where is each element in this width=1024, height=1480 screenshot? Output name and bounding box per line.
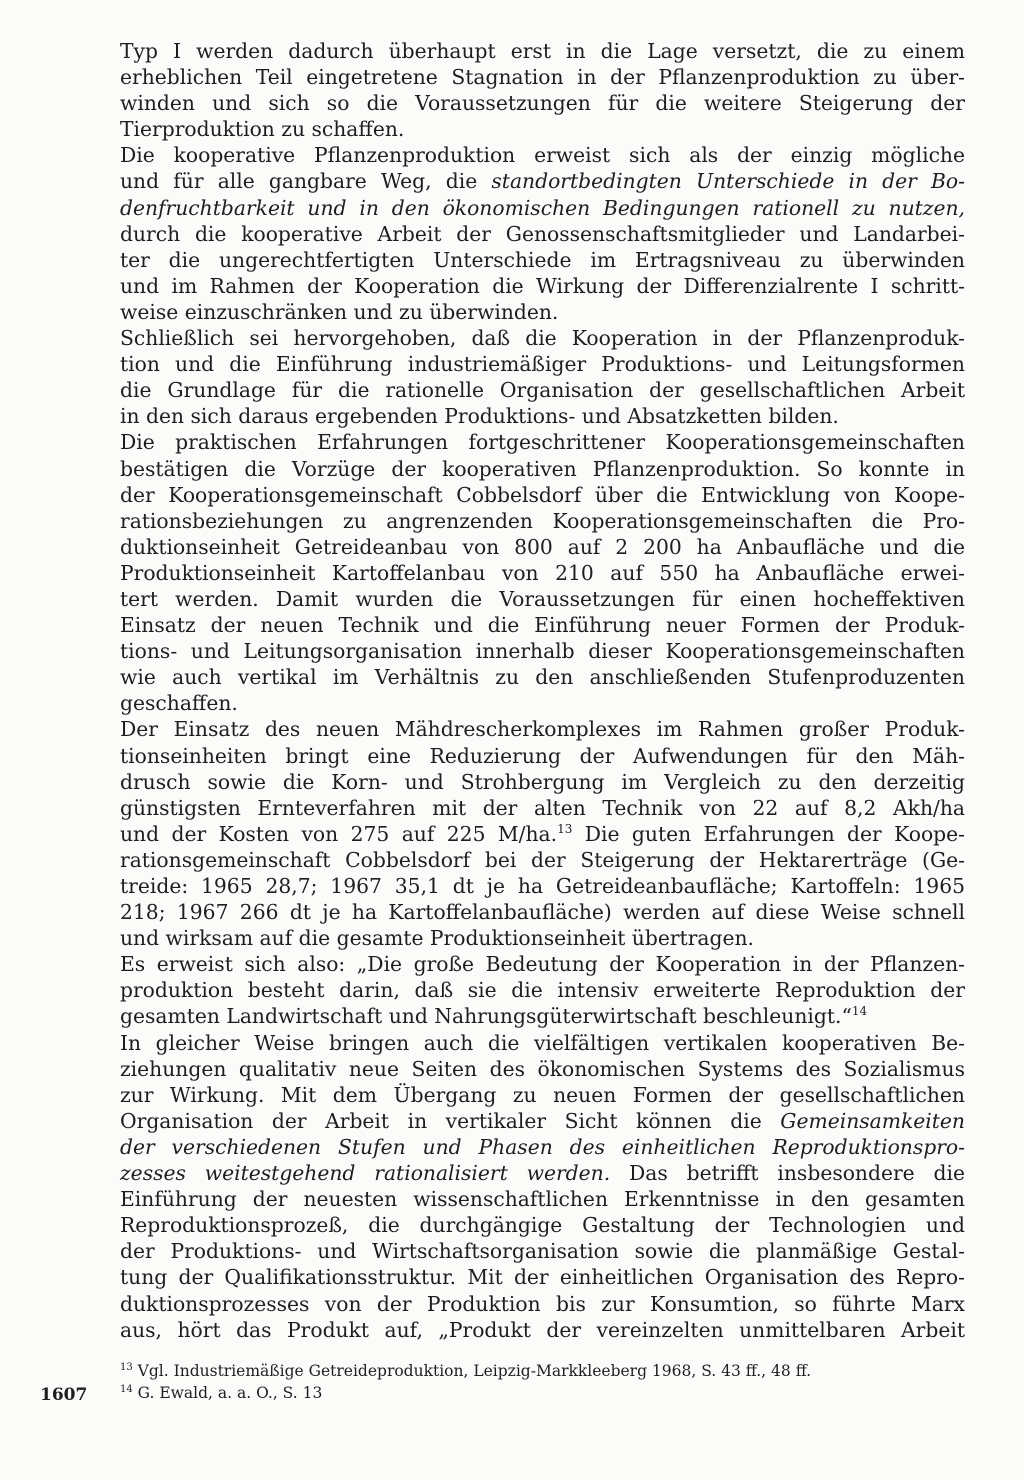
text-line: Produktionseinheit Kartoffelanbau von 210 auf 550 ha Anbaufläche erwei- — [120, 560, 965, 585]
footnote-13 — [120, 1360, 965, 1382]
page-number: 1607 — [40, 1385, 88, 1405]
text-line: bestätigen die Vorzüge der kooperativen Pflanzenproduktion. So konnte in — [120, 456, 965, 481]
text-line: tung der Qualifikationsstruktur. Mit der einheitlichen Organisation des Repro- — [120, 1265, 965, 1290]
text-line: der Produktions- und Wirtschaftsorganisation sowie die planmäßige Gestal- — [120, 1239, 965, 1264]
text-line: die Grundlage für die rationelle Organisation der gesellschaftlichen Arbeit — [120, 378, 965, 403]
emphasis-text: Gemeinsamkeiten — [780, 1108, 965, 1133]
text-line: Die praktischen Erfahrungen fortgeschrittener Kooperationsgemeinschaften — [120, 430, 965, 455]
text-line: 218; 1967 266 dt je ha Kartoffelanbaufläche) werden auf diese Weise schnell — [120, 900, 965, 925]
text-line: wie auch vertikal im Verhältnis zu den anschließenden Stufenproduzenten — [120, 665, 965, 690]
text-line — [120, 1003, 965, 1029]
emphasis-text: zesses weitestgehend rationalisiert werden. — [120, 1161, 611, 1186]
text-span: Organisation der Arbeit in vertikaler Sicht können die — [120, 1108, 781, 1133]
text-line: zur Wirkung. Mit dem Übergang zu neuen Formen der gesellschaftlichen — [120, 1082, 965, 1107]
text-line — [120, 168, 965, 194]
text-line: Der Einsatz des neuen Mähdrescherkomplexes im Rahmen großer Produk- — [120, 717, 965, 742]
footnote-ref-14: 14 — [851, 1004, 868, 1019]
text-line: duktionseinheit Getreideanbau von 800 auf 2 200 ha Anbaufläche und die — [120, 534, 965, 559]
text-line: tion und die Einführung industriemäßiger Produktions- und Leitungsformen — [120, 352, 965, 377]
text-line: erheblichen Teil eingetretene Stagnation in der Pflanzenproduktion zu über- — [120, 65, 965, 90]
body-text — [120, 38, 965, 1343]
footnote-text: Vgl. Industriemäßige Getreideproduktion, Leipzig-Markkleeberg 1968, S. 43 ff., 48 ff. — [137, 1362, 812, 1380]
text-line: Typ I werden dadurch überhaupt erst in die Lage versetzt, die zu einem — [120, 39, 965, 63]
text-line: der Kooperationsgemeinschaft Cobbelsdorf über die Entwicklung von Koope- — [120, 482, 965, 507]
text-line: ziehungen qualitativ neue Seiten des ökonomischen Systems des Sozialismus — [120, 1056, 965, 1081]
text-line: Schließlich sei hervorgehoben, daß die Kooperation in der Pflanzenproduk- — [120, 326, 965, 351]
text-line: Es erweist sich also: „Die große Bedeutung der Kooperation in der Pflanzen- — [120, 952, 965, 977]
text-line: in den sich daraus ergebenden Produktions- und Absatzketten bilden. — [120, 404, 839, 429]
text-line: weise einzuschränken und zu überwinden. — [120, 299, 559, 324]
emphasis-text: denfruchtbarkeit und in den ökonomischen Bedingungen rationell zu nutzen, — [120, 195, 965, 220]
footnote-ref-13: 13 — [557, 821, 573, 836]
text-line: und wirksam auf die gesamte Produktionseinheit übertragen. — [120, 926, 754, 951]
text-line: In gleicher Weise bringen auch die vielfältigen vertikalen kooperativen Be- — [120, 1030, 965, 1055]
text-line — [120, 195, 965, 221]
text-line — [120, 821, 965, 847]
text-line: geschaffen. — [120, 691, 238, 716]
text-line: duktionsprozesses von der Produktion bis zur Konsumtion, so führte Marx — [120, 1291, 965, 1316]
text-line: winden und sich so die Voraussetzungen für die weitere Steigerung der — [120, 91, 965, 116]
footnotes — [120, 1360, 965, 1404]
text-line: ter die ungerechtfertigten Unterschiede im Ertragsniveau zu überwinden — [120, 247, 965, 272]
text-span: Das betrifft insbesondere die — [610, 1161, 966, 1186]
text-line: produktion besteht darin, daß sie die intensiv erweiterte Reproduktion der — [120, 978, 965, 1003]
text-line: aus, hört das Produkt auf, „Produkt der vereinzelten unmittelbaren Arbeit — [120, 1317, 965, 1342]
text-line — [120, 1160, 965, 1186]
text-line: günstigsten Ernteverfahren mit der alten Technik von 22 auf 8,2 Akh/ha — [120, 795, 965, 820]
text-line: rationsgemeinschaft Cobbelsdorf bei der Steigerung der Hektarerträge (Ge- — [120, 847, 965, 872]
text-line: treide: 1965 28,7; 1967 35,1 dt je ha Getreideanbaufläche; Kartoffeln: 1965 — [120, 874, 965, 898]
text-line — [120, 1134, 965, 1160]
text-line: und im Rahmen der Kooperation die Wirkung der Differenzialrente I schritt- — [120, 273, 965, 298]
emphasis-text: standortbedingten Unterschiede in der Bo- — [491, 169, 965, 194]
text-span: und für alle gangbare Weg, die — [120, 169, 492, 194]
footnote-number: 13 — [120, 1362, 133, 1373]
text-line: Einführung der neuesten wissenschaftlichen Erkenntnisse in den gesamten — [120, 1187, 965, 1212]
text-span: gesamten Landwirtschaft und Nahrungsgüterwirtschaft beschleunigt.“ — [120, 1004, 852, 1029]
text-span: und der Kosten von 275 auf 225 M/ha. — [120, 821, 558, 846]
text-line: Reproduktionsprozeß, die durchgängige Gestaltung der Technologien und — [120, 1213, 965, 1238]
text-line: rationsbeziehungen zu angrenzenden Kooperationsgemeinschaften die Pro- — [120, 508, 965, 533]
emphasis-text: der verschiedenen Stufen und Phasen des einheitlichen Reproduktionspro- — [120, 1134, 965, 1159]
text-line: tions- und Leitungsorganisation innerhalb dieser Kooperationsgemeinschaften — [120, 639, 965, 664]
text-line: Die kooperative Pflanzenproduktion erweist sich als der einzig mögliche — [120, 143, 965, 168]
footnote-14 — [120, 1382, 965, 1404]
text-line: Einsatz der neuen Technik und die Einführung neuer Formen der Produk- — [120, 613, 965, 638]
text-line — [120, 1108, 965, 1134]
text-line: Tierproduktion zu schaffen. — [120, 117, 405, 142]
text-span: Die guten Erfahrungen der Koope- — [572, 821, 965, 846]
text-line: tionseinheiten bringt eine Reduzierung der Aufwendungen für den Mäh- — [120, 743, 965, 768]
footnote-number: 14 — [120, 1384, 133, 1395]
text-line: drusch sowie die Korn- und Strohbergung im Vergleich zu den derzeitig — [120, 769, 965, 794]
text-line: durch die kooperative Arbeit der Genossenschaftsmitglieder und Landarbei- — [120, 221, 965, 246]
footnote-text: G. Ewald, a. a. O., S. 13 — [137, 1384, 323, 1402]
text-line: tert werden. Damit wurden die Voraussetzungen für einen hocheffektiven — [120, 586, 965, 611]
